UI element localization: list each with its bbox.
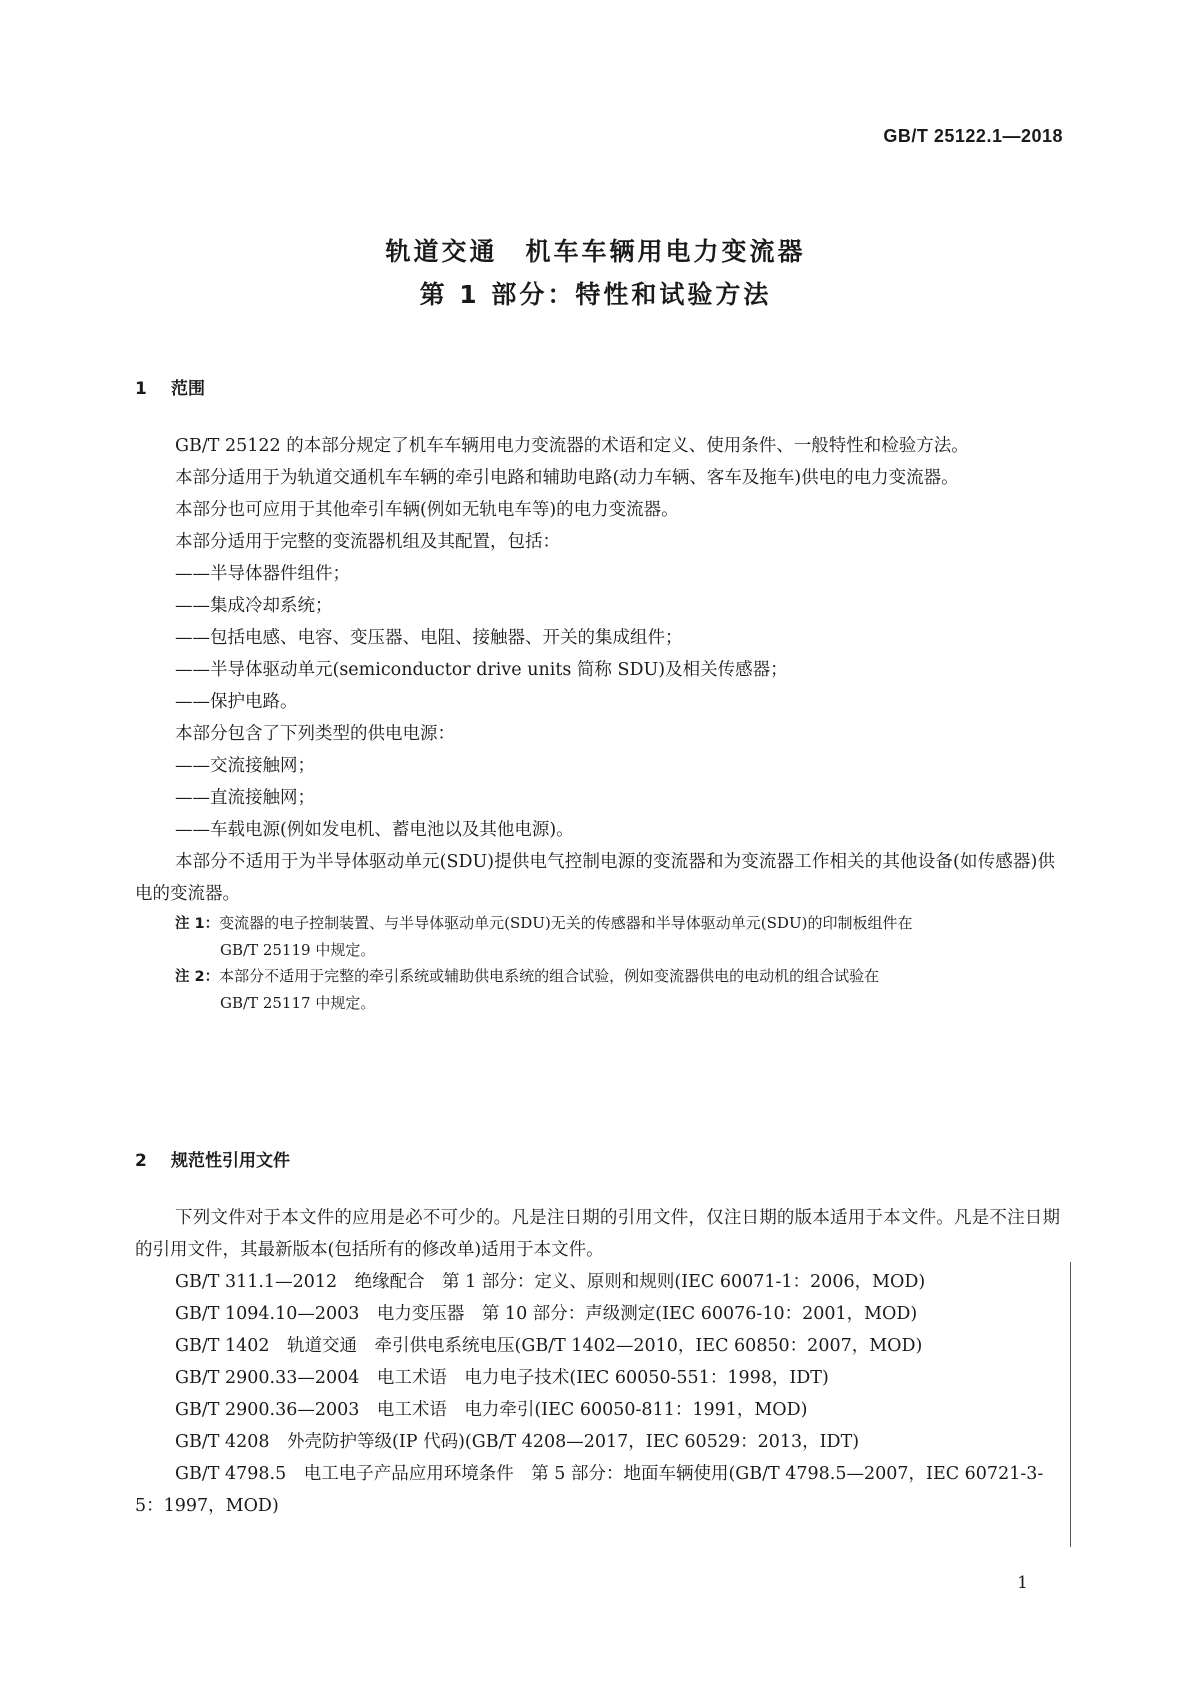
reference-item: GB/T 2900.36—2003 电工术语 电力牵引(IEC 60050-811：1991，MOD) — [175, 1400, 808, 1420]
note-text-continued: GB/T 25119 中规定。 — [220, 941, 376, 959]
note-label: 注 1： — [175, 916, 220, 932]
paragraph: 本部分适用于完整的变流器机组及其配置，包括： — [175, 532, 560, 552]
margin-change-bar — [1070, 1262, 1071, 1547]
section-title: 范围 — [171, 379, 205, 399]
reference-item: GB/T 311.1—2012 绝缘配合 第 1 部分：定义、原则和规则(IEC 60071-1：2006，MOD) — [175, 1272, 926, 1292]
list-item: ——集成冷却系统； — [175, 596, 333, 616]
document-title-line2: 第 1 部分：特性和试验方法 — [419, 280, 772, 309]
section-1-body — [135, 430, 1055, 1016]
list-item: ——半导体驱动单元(semiconductor drive units 简称 SDU)及相关传感器； — [175, 660, 788, 680]
reference-item: GB/T 4798.5 电工电子产品应用环境条件 第 5 部分：地面车辆使用(GB/T 4798.5—2007，IEC 60721-3-5：1997，MOD) — [135, 1464, 1044, 1516]
reference-item: GB/T 4208 外壳防护等级(IP 代码)(GB/T 4208—2017，IEC 60529：2013，IDT) — [175, 1432, 860, 1452]
paragraph: 本部分也可应用于其他牵引车辆(例如无轨电车等)的电力变流器。 — [175, 500, 679, 520]
section-number: 2 — [135, 1151, 147, 1171]
note — [135, 963, 1055, 1016]
note-label: 注 2： — [175, 969, 220, 985]
document-title-line1: 轨道交通 机车车辆用电力变流器 — [385, 237, 806, 266]
paragraph: 本部分不适用于为半导体驱动单元(SDU)提供电气控制电源的变流器和为变流器工作相关的其他设备(如传感器)供电的变流器。 — [135, 852, 1055, 904]
paragraph: 本部分适用于为轨道交通机车车辆的牵引电路和辅助电路(动力车辆、客车及拖车)供电的电力变流器。 — [175, 468, 959, 488]
list-item: ——交流接触网； — [175, 756, 315, 776]
list-item: ——保护电路。 — [175, 692, 298, 712]
reference-item: GB/T 1402 轨道交通 牵引供电系统电压(GB/T 1402—2010，IEC 60850：2007，MOD) — [175, 1336, 923, 1356]
note-text: 变流器的电子控制装置、与半导体驱动单元(SDU)无关的传感器和半导体驱动单元(SDU)的印制板组件在 — [219, 914, 913, 932]
section-title: 规范性引用文件 — [171, 1151, 290, 1171]
note — [135, 910, 1055, 963]
paragraph: 下列文件对于本文件的应用是必不可少的。凡是注日期的引用文件，仅注日期的版本适用于本文件。凡是不注日期的引用文件，其最新版本(包括所有的修改单)适用于本文件。 — [135, 1208, 1060, 1260]
paragraph: GB/T 25122 的本部分规定了机车车辆用电力变流器的术语和定义、使用条件、一般特性和检验方法。 — [175, 436, 969, 456]
reference-item: GB/T 1094.10—2003 电力变压器 第 10 部分：声级测定(IEC 60076-10：2001，MOD) — [175, 1304, 918, 1324]
page-number: 1 — [1017, 1573, 1028, 1593]
list-item: ——车载电源(例如发电机、蓄电池以及其他电源)。 — [175, 820, 574, 840]
note-text-continued: GB/T 25117 中规定。 — [220, 994, 376, 1012]
standard-code: GB/T 25122.1—2018 — [883, 126, 1063, 146]
paragraph: 本部分包含了下列类型的供电电源： — [175, 724, 455, 744]
list-item: ——直流接触网； — [175, 788, 315, 808]
list-item: ——包括电感、电容、变压器、电阻、接触器、开关的集成组件； — [175, 628, 683, 648]
reference-item: GB/T 2900.33—2004 电工术语 电力电子技术(IEC 60050-551：1998，IDT) — [175, 1368, 829, 1388]
section-1-heading — [135, 374, 205, 399]
section-2-heading — [135, 1146, 290, 1171]
note-text: 本部分不适用于完整的牵引系统或辅助供电系统的组合试验，例如变流器供电的电动机的组合试验在 — [219, 967, 880, 985]
list-item: ——半导体器件组件； — [175, 564, 350, 584]
section-number: 1 — [135, 379, 147, 399]
section-2-body — [135, 1202, 1060, 1522]
